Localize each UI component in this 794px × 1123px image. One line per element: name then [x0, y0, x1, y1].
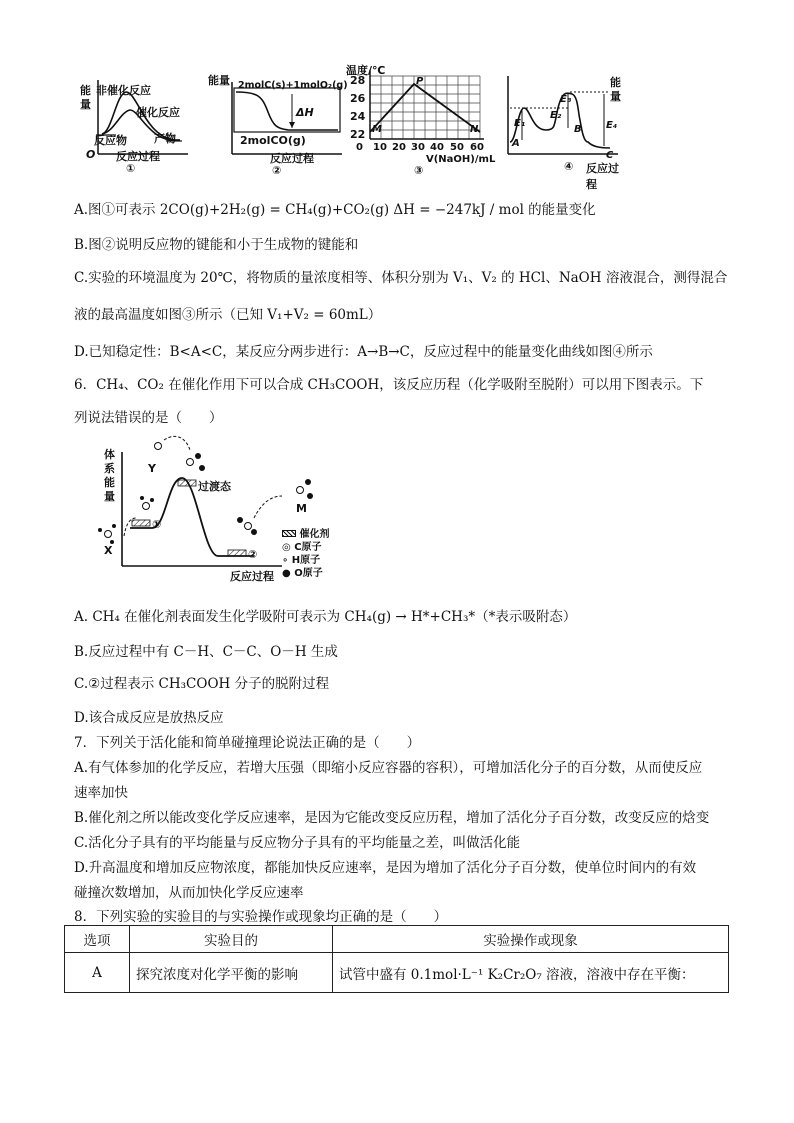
fig4-ylabel-1: 能 — [610, 76, 621, 89]
fig3-point-m: M — [372, 124, 382, 135]
q6-ylabel-3: 能 — [104, 476, 115, 489]
q6-ylabel-4: 量 — [104, 490, 115, 503]
fig3-xtick-0: 0 — [356, 142, 363, 153]
fig2-xlabel: 反应过程 — [270, 152, 314, 165]
q6-stem-line2: 列说法错误的是（ ） — [74, 410, 223, 426]
fig3-xtick-40: 40 — [430, 142, 444, 153]
fig4-ylabel-2: 量 — [610, 90, 621, 103]
fig4-point-c: C — [606, 150, 614, 161]
fig3-ylabel: 温度/℃ — [346, 64, 386, 77]
q6-label-m: M — [296, 502, 307, 515]
q6-option-a: A. CH₄ 在催化剂表面发生化学吸附可表示为 CH₄(g) → H*+CH₃*（*表示吸附态） — [74, 609, 577, 625]
fig3-ytick-26: 26 — [350, 92, 366, 105]
q6-option-d: D.该合成反应是放热反应 — [74, 710, 224, 726]
q6-figure — [86, 432, 346, 582]
table-row — [65, 953, 729, 993]
q7-option-a-line2: 速率加快 — [74, 785, 128, 801]
fig4-e3: E₃ — [560, 94, 572, 105]
q7-option-a-line1: A.有气体参加的化学反应，若增大压强（即缩小反应容器的容积），可增加活化分子的百分数，从而使反应 — [74, 760, 703, 776]
fig3-xtick-30: 30 — [411, 142, 425, 153]
q8-header-option: 选项 — [65, 926, 130, 953]
fig3-ytick-22: 22 — [350, 128, 366, 141]
q8-header-purpose: 实验目的 — [130, 926, 333, 953]
fig4-e4: E₄ — [606, 120, 618, 131]
fig1-curve-2-label: 催化反应 — [136, 106, 180, 119]
fig3-xtick-20: 20 — [392, 142, 406, 153]
q8-row-a-option: A — [65, 953, 130, 993]
fig1-curve-1-label: 非催化反应 — [96, 84, 151, 97]
q7-option-d-line2: 碰撞次数增加，从而加快化学反应速率 — [74, 885, 304, 901]
q8-table — [64, 925, 729, 993]
q8-stem: 8．下列实验的实验目的与实验操作或现象均正确的是（ ） — [74, 909, 448, 925]
q7-option-b: B.催化剂之所以能改变化学反应速率，是因为它能改变反应历程，增加了活化分子百分数，改变反应的焓变 — [74, 810, 710, 826]
q6-legend-h-atom: ∘ H原子 — [282, 555, 321, 566]
q6-transition-state: 过渡态 — [198, 480, 231, 493]
figure-2 — [208, 68, 346, 178]
figure-3 — [340, 62, 496, 178]
q8-row-a-purpose: 探究浓度对化学平衡的影响 — [130, 953, 333, 993]
fig2-bottom-label: 2molCO(g) — [240, 134, 306, 147]
fig4-e1: E₁ — [514, 118, 526, 129]
fig3-xtick-10: 10 — [373, 142, 387, 153]
q5-option-c-line1: C.实验的环境温度为 20℃，将物质的量浓度相等、体积分别为 V₁、V₂ 的 HCl、NaOH 溶液混合，测得混合 — [74, 270, 728, 286]
q6-stem-line1: 6．CH₄、CO₂ 在催化作用下可以合成 CH₃COOH，该反应历程（化学吸附至脱附）可以用下图表示。下 — [74, 377, 704, 393]
fig1-product: 产物 — [154, 132, 176, 145]
q6-label-y: Y — [148, 462, 156, 475]
q6-step-2: ② — [248, 548, 258, 561]
fig3-xlabel: V(NaOH)/mL — [426, 154, 496, 165]
q6-legend-catalyst: 催化剂 — [282, 528, 329, 541]
q5-option-a: A.图①可表示 2CO(g)+2H₂(g) = CH₄(g)+CO₂(g) ΔH = −247kJ / mol 的能量变化 — [74, 202, 596, 218]
q6-label-x: X — [104, 544, 113, 557]
fig3-point-p: P — [416, 76, 424, 87]
fig2-dh: ΔH — [296, 106, 314, 119]
q6-ylabel-1: 体 — [104, 448, 115, 461]
q6-legend — [282, 528, 329, 580]
q5-option-d: D.已知稳定性：B<A<C，某反应分两步进行：A→B→C，反应过程中的能量变化曲线如图④所示 — [74, 344, 653, 360]
fig2-num: ② — [272, 164, 282, 177]
fig3-ytick-24: 24 — [350, 110, 366, 123]
fig3-xtick-60: 60 — [470, 142, 484, 153]
fig1-ylabel-1: 能 — [80, 84, 91, 97]
q8-header-operation: 实验操作或现象 — [333, 926, 729, 953]
fig1-ylabel-2: 量 — [80, 98, 91, 111]
q6-option-c: C.②过程表示 CH₃COOH 分子的脱附过程 — [74, 676, 330, 692]
fig1-num: ① — [126, 162, 136, 175]
q6-step-1: ① — [152, 518, 162, 531]
fig1-xlabel: 反应过程 — [116, 150, 160, 163]
fig1-reactant: 反应物 — [94, 134, 127, 147]
figure-1 — [80, 72, 190, 177]
q8-row-a-operation: 试管中盛有 0.1mol·L⁻¹ K₂Cr₂O₇ 溶液，溶液中存在平衡： — [333, 953, 729, 993]
q8-table-header — [65, 926, 729, 953]
q7-stem: 7．下列关于活化能和简单碰撞理论说法正确的是（ ） — [74, 735, 421, 751]
fig2-top-label: 2molC(s)+1molO₂(g) — [238, 80, 348, 91]
q7-option-d-line1: D.升高温度和增加反应物浓度，都能加快反应速率，是因为增加了活化分子百分数，使单位时间内的有效 — [74, 860, 697, 876]
q6-xlabel: 反应过程 — [230, 570, 274, 583]
fig4-num: ④ — [564, 160, 574, 173]
fig1-origin: O — [86, 148, 96, 161]
fig4-point-b: B — [574, 124, 582, 135]
fig3-point-n: N — [470, 124, 479, 135]
q7-option-c: C.活化分子具有的平均能量与反应物分子具有的平均能量之差，叫做活化能 — [74, 835, 521, 851]
fig3-ytick-28: 28 — [350, 74, 366, 87]
q5-option-b: B.图②说明反应物的键能和小于生成物的键能和 — [74, 237, 359, 253]
fig4-xlabel: 反应过程 — [586, 162, 619, 191]
fig3-xtick-50: 50 — [450, 142, 464, 153]
fig4-e2: E₂ — [550, 110, 562, 121]
q6-legend-c-atom: ◎ C原子 — [282, 542, 322, 553]
q6-option-b: B.反应过程中有 C－H、C－C、O－H 生成 — [74, 644, 338, 660]
q6-ylabel-2: 系 — [104, 462, 115, 475]
q6-legend-o-atom: ● O原子 — [282, 568, 323, 579]
q5-option-c-line2: 液的最高温度如图③所示（已知 V₁+V₂ = 60mL） — [74, 307, 382, 323]
fig3-num: ③ — [414, 164, 424, 177]
figure-4 — [492, 72, 622, 191]
fig2-ylabel: 能量 — [208, 74, 230, 87]
fig4-point-a: A — [512, 138, 520, 149]
